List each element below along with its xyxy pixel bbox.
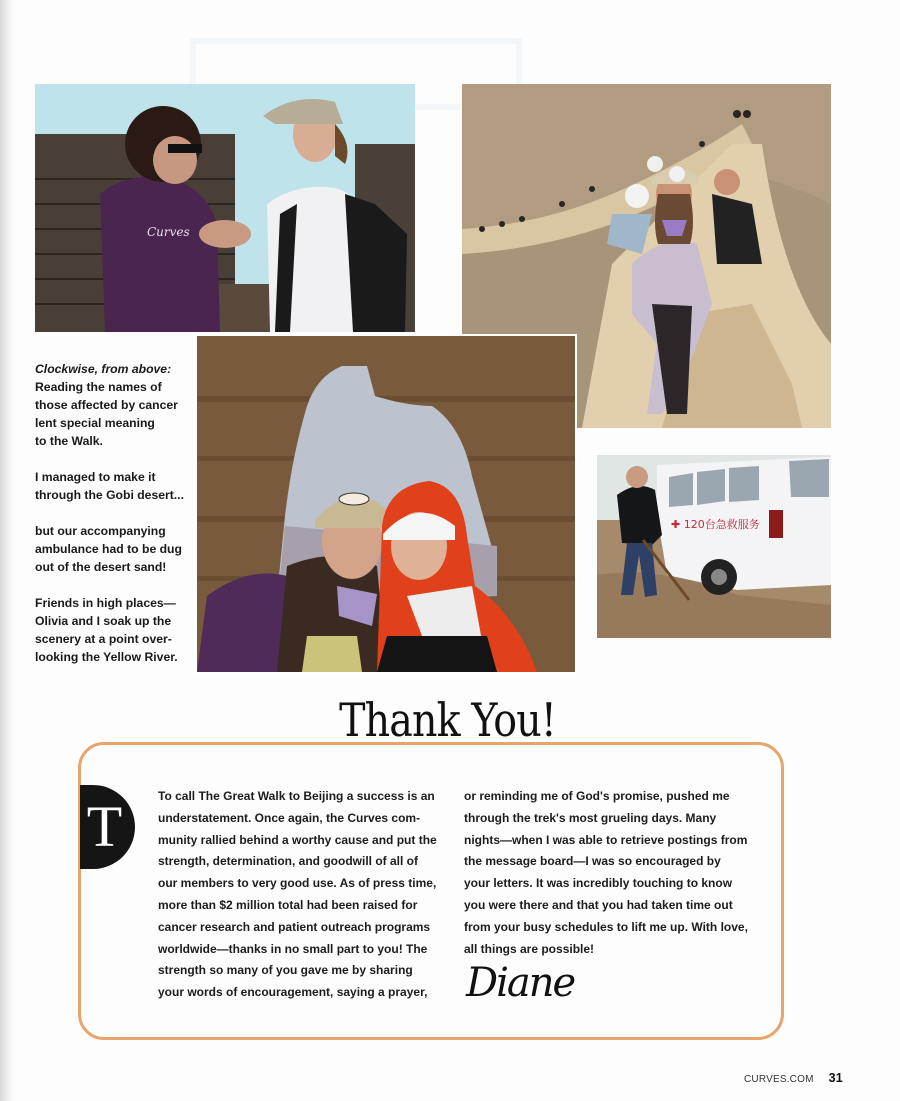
letter-line: strength so many of you gave me by sharing [158, 963, 413, 978]
caption-line: but our accompanying [35, 524, 166, 538]
photo-ambulance-dig [597, 455, 831, 638]
photo-ambulance-dig-image [597, 455, 831, 638]
caption-1 [35, 360, 195, 450]
caption-line: Olivia and I soak up the [35, 614, 172, 628]
letter-line: your words of encouragement, saying a prayer, [158, 985, 428, 1000]
letter-column-2 [464, 786, 764, 960]
letter-line: your letters. It was incredibly touching to know [464, 876, 733, 891]
letter-line: To call The Great Walk to Beijing a success is an [158, 789, 435, 803]
caption-line: out of the desert sand! [35, 560, 167, 574]
letter-line: worldwide—thanks in no small part to you! The [158, 941, 428, 956]
caption-line: Reading the names of [35, 380, 162, 394]
letter-line: all things are possible! [464, 941, 595, 956]
caption-2 [35, 468, 195, 504]
photo-friends-arch [197, 336, 575, 672]
caption-line: to the Walk. [35, 434, 103, 448]
letter-line: munity rallied behind a worthy cause and put the [158, 832, 437, 847]
letter-line: understatement. Once again, the Curves com- [158, 810, 421, 825]
photo-reading-names [35, 84, 415, 332]
photo-captions [35, 360, 195, 684]
caption-line: lent special meaning [35, 416, 155, 430]
letter-line: nights—when I was able to retrieve postings from [464, 832, 748, 847]
page-binding-shadow [0, 0, 14, 1101]
letter-column-1 [158, 786, 453, 1004]
caption-3 [35, 522, 195, 576]
letter-title: Thank You! [339, 693, 556, 747]
caption-line: I managed to make it [35, 470, 156, 484]
svg-text:✚ 120台急救服务: ✚ 120台急救服务 [671, 518, 760, 531]
letter-line: from your busy schedules to lift me up. With love, [464, 919, 748, 934]
caption-line: Friends in high places— [35, 596, 176, 610]
svg-text:Curves: Curves [147, 225, 190, 239]
letter-line: through the trek's most grueling days. Many [464, 810, 717, 825]
caption-line: ambulance had to be dug [35, 542, 182, 556]
letter-line: our members to very good use. As of press time, [158, 876, 437, 891]
dropcap-letter: T [86, 794, 123, 859]
signature: Diane [466, 960, 575, 1006]
page-footer [744, 1071, 843, 1085]
caption-4 [35, 594, 195, 666]
caption-line: scenery at a point over- [35, 632, 172, 646]
page-number: 31 [828, 1071, 843, 1085]
caption-line: looking the Yellow River. [35, 650, 178, 664]
photo-friends-arch-image [197, 336, 575, 672]
letter-line: strength, determination, and goodwill of all of [158, 854, 418, 869]
letter-line: cancer research and patient outreach programs [158, 919, 431, 934]
letter-line: or reminding me of God's promise, pushed me [464, 789, 730, 803]
photo-reading-names-image [35, 84, 415, 332]
letter-line: you were there and that you had taken time out [464, 897, 733, 912]
letter-line: the message board—I was so encouraged by [464, 854, 721, 869]
caption-line: through the Gobi desert... [35, 488, 184, 502]
caption-line: those affected by cancer [35, 398, 178, 412]
footer-site: CURVES.COM [744, 1074, 814, 1085]
letter-line: more than $2 million total had been raised for [158, 897, 418, 912]
caption-lead: Clockwise, from above: [35, 362, 172, 376]
